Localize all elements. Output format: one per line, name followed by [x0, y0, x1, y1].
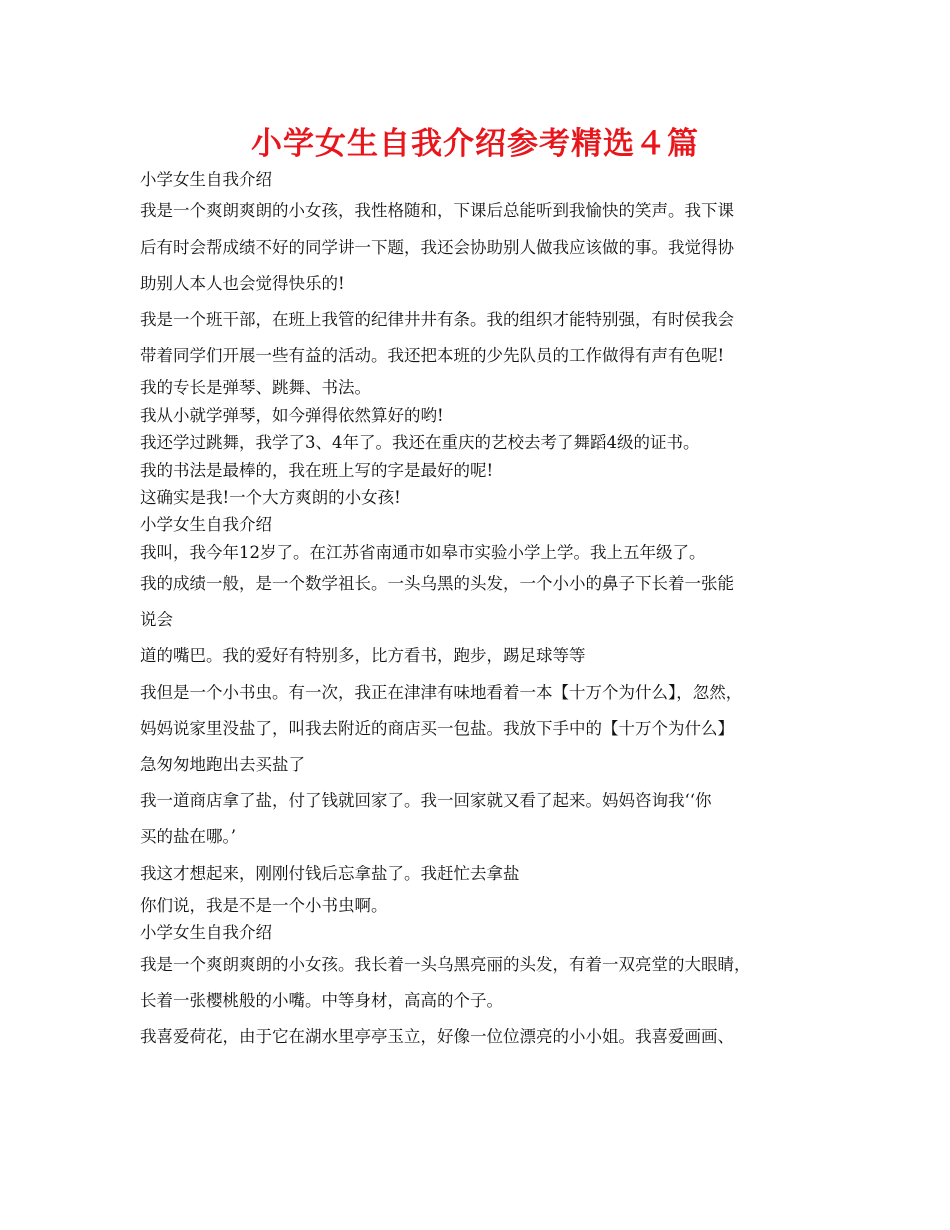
section-heading: 小学女生自我介绍	[140, 170, 272, 189]
paragraph-line: 我是一个班干部，在班上我管的纪律井井有条。我的组织才能特别强，有时侯我会	[140, 309, 734, 329]
paragraph-line: 我叫，我今年12岁了。在江苏省南通市如皋市实验小学上学。我上五年级了。	[140, 542, 706, 562]
paragraph-line: 我但是一个小书虫。有一次，我正在津津有味地看着一本【十万个为什么】，忽然，	[140, 682, 743, 702]
paragraph-line: 助别人本人也会觉得快乐的!	[140, 273, 345, 293]
paragraph-line: 长着一张樱桃般的小嘴。中等身材，高高的个子。	[140, 990, 503, 1010]
paragraph-line: 道的嘴巴。我的爱好有特别多，比方看书，跑步，踢足球等等	[140, 646, 586, 666]
paragraph-line: 我喜爱荷花，由于它在湖水里亭亭玉立，好像一位位漂亮的小小姐。我喜爱画画、	[140, 1026, 734, 1046]
paragraph-line: 我是一个爽朗爽朗的小女孩。我长着一头乌黑亮丽的头发，有着一双亮堂的大眼睛，	[140, 954, 751, 974]
section-heading: 小学女生自我介绍	[140, 515, 272, 535]
paragraph-line: 妈妈说家里没盐了，叫我去附近的商店买一包盐。我放下手中的【十万个为什么】	[140, 718, 734, 738]
paragraph-line: 带着同学们开展一些有益的活动。我还把本班的少先队员的工作做得有声有色呢!	[140, 346, 725, 366]
paragraph-line: 我这才想起来，刚刚付钱后忘拿盐了。我赶忙去拿盐	[140, 863, 520, 883]
paragraph-line: 我一道商店拿了盐，付了钱就回家了。我一回家就又看了起来。妈妈咨询我‘‘你	[140, 791, 712, 811]
document-title: 小学女生自我介绍参考精选４篇	[251, 126, 699, 162]
paragraph-line: 说会	[140, 610, 173, 630]
paragraph-line: 后有时会帮成绩不好的同学讲一下题，我还会协助别人做我应该做的事。我觉得协	[140, 237, 734, 257]
paragraph-line: 这确实是我!一个大方爽朗的小女孩!	[140, 487, 401, 507]
section-heading: 小学女生自我介绍	[140, 923, 272, 943]
paragraph-line: 你们说，我是不是一个小书虫啊。	[140, 895, 388, 915]
paragraph-line: 我的专长是弹琴、跳舞、书法。	[140, 378, 371, 398]
paragraph-line: 我的成绩一般，是一个数学祖长。一头乌黑的头发，一个小小的鼻子下长着一张能	[140, 574, 734, 594]
paragraph-line: 我是一个爽朗爽朗的小女孩，我性格随和，下课后总能听到我愉快的笑声。我下课	[140, 201, 734, 221]
paragraph-line: 我还学过跳舞，我学了3、4年了。我还在重庆的艺校去考了舞蹈4级的证书。	[140, 433, 700, 453]
paragraph-line: 买的盐在哪。’	[140, 827, 236, 847]
paragraph-line: 我的书法是最棒的，我在班上写的字是最好的呢!	[140, 460, 494, 480]
paragraph-line: 我从小就学弹琴，如今弹得依然算好的哟!	[140, 405, 444, 425]
document-body	[140, 166, 830, 1055]
paragraph-line: 急匆匆地跑出去买盐了	[140, 755, 305, 774]
